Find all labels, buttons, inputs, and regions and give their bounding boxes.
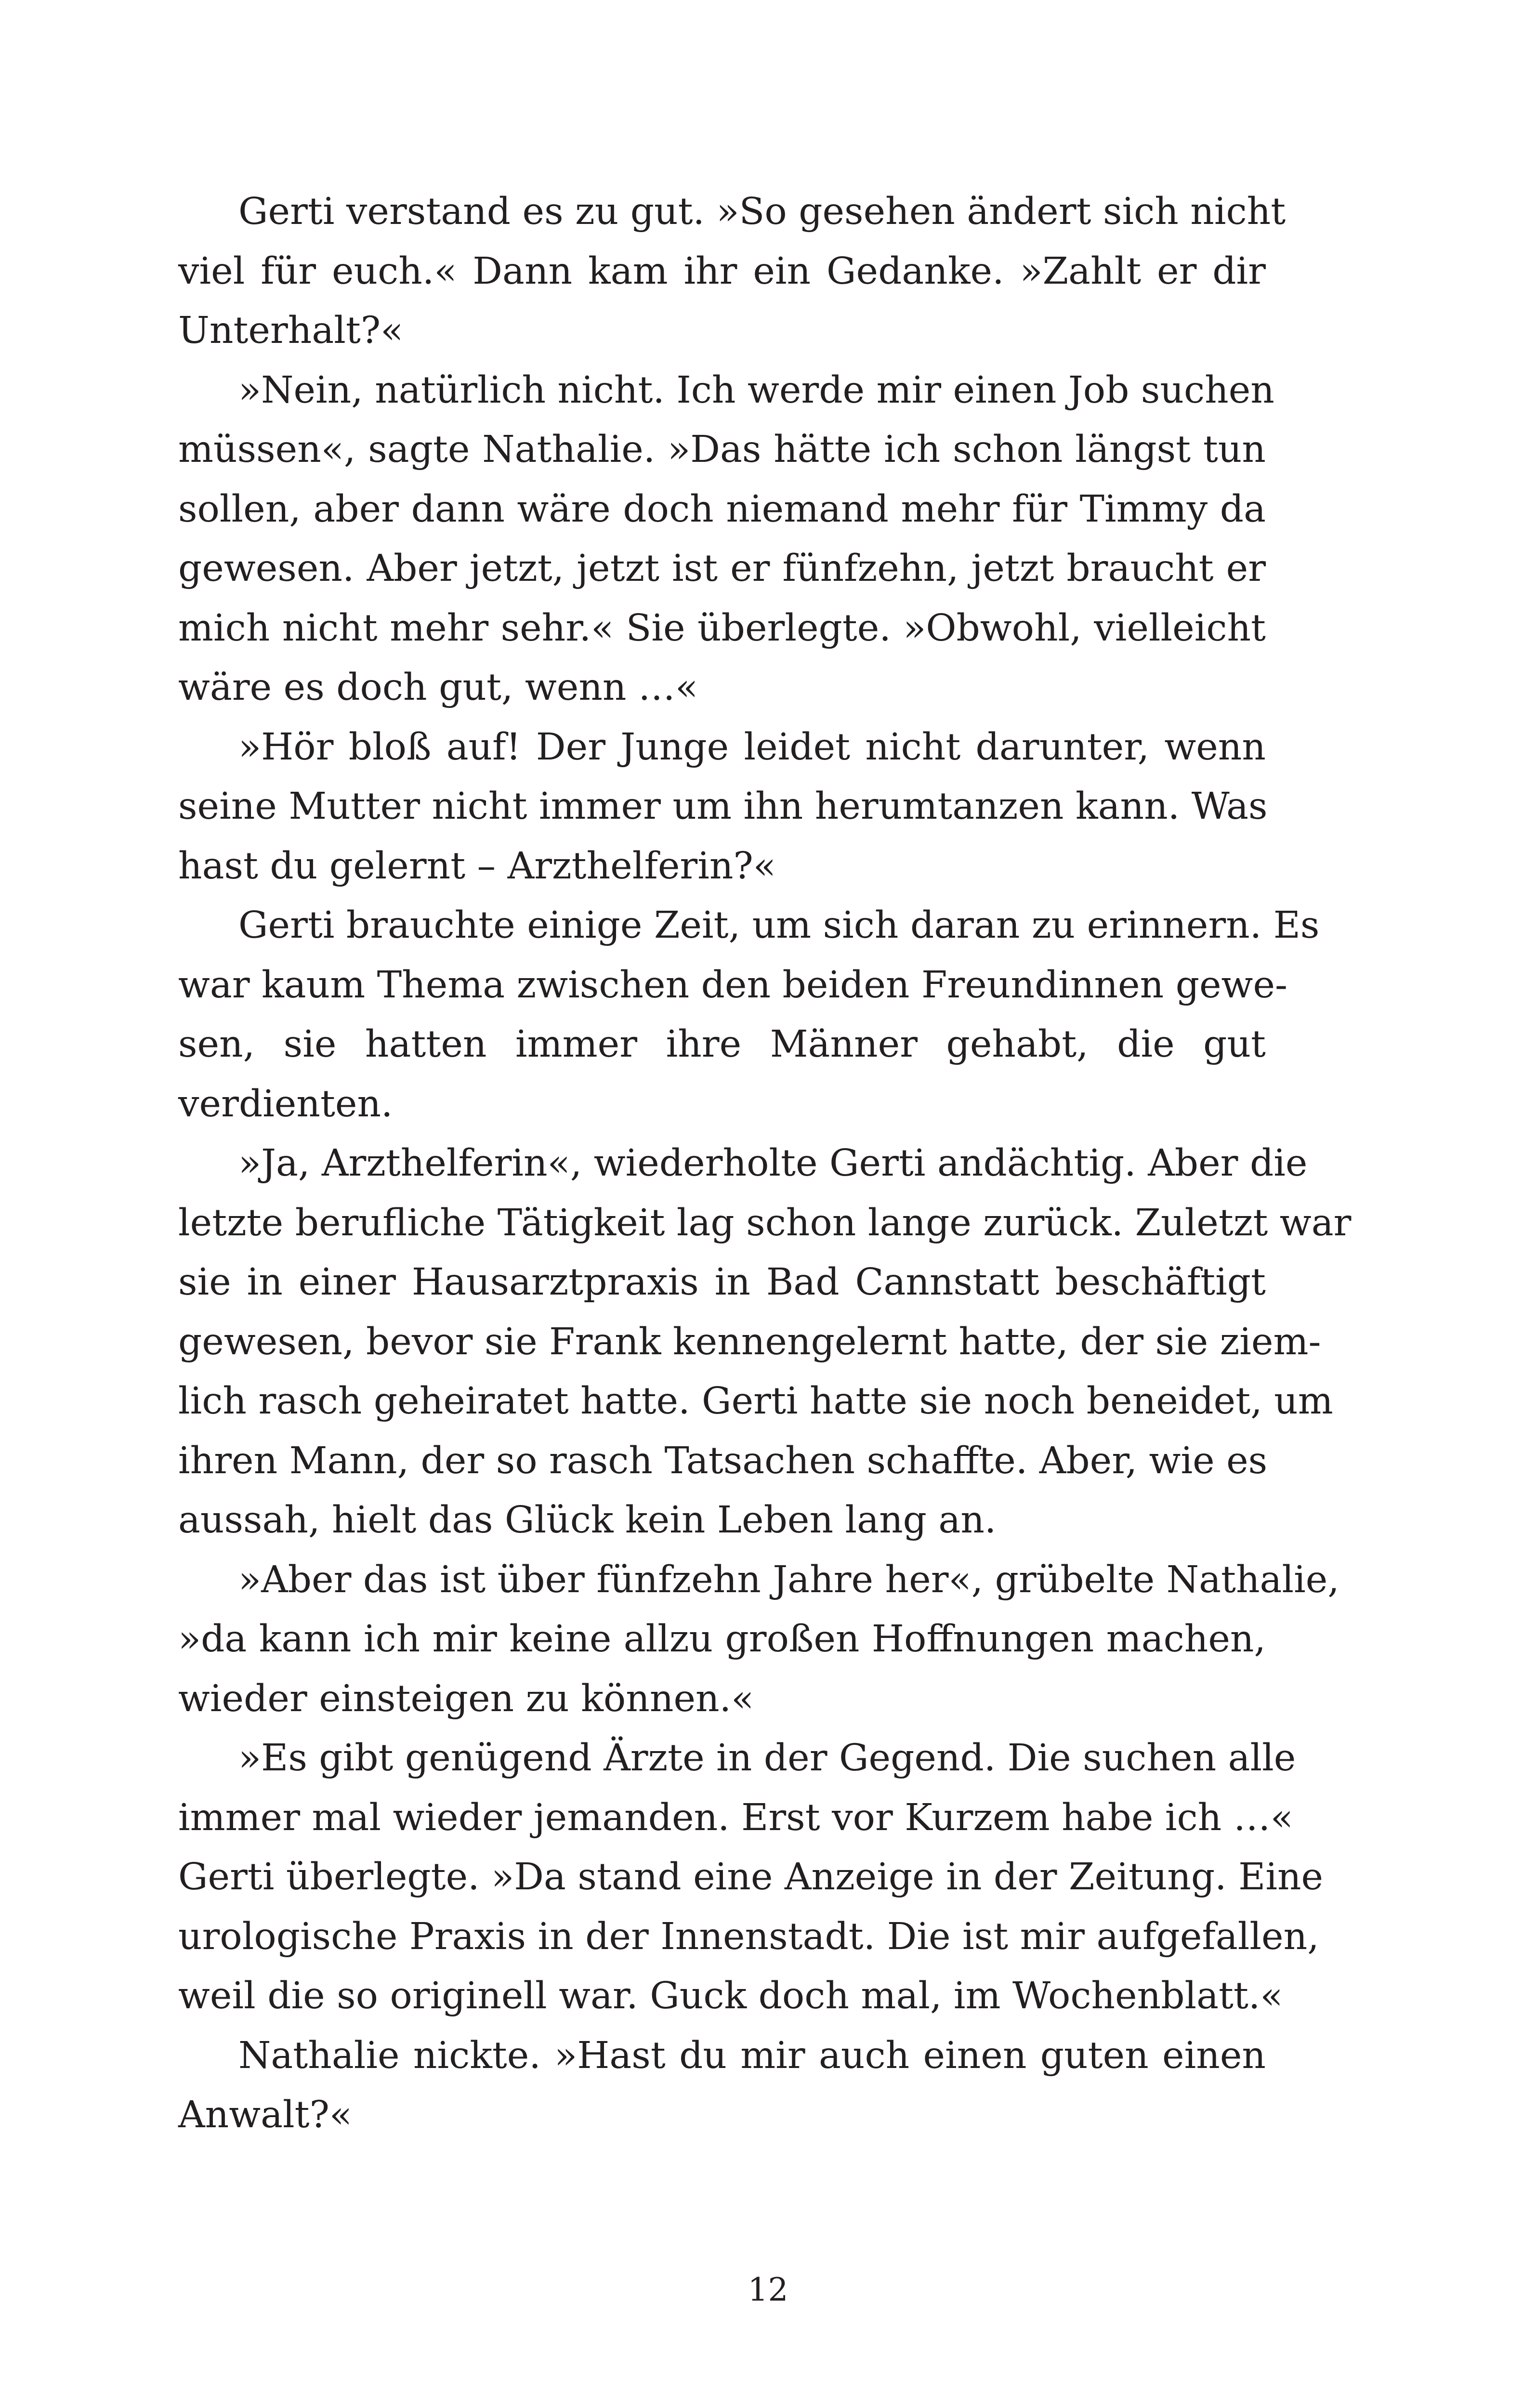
text-line: weil die so originell war. Guck doch mal, im Wochenblatt.« xyxy=(178,1975,1283,2017)
text-line: verdienten. xyxy=(178,1082,393,1125)
text-line: »Nein, natürlich nicht. Ich werde mir einen Job suchen xyxy=(238,368,1274,412)
paragraph xyxy=(178,1134,1352,1550)
text-line: Gerti brauchte einige Zeit, um sich daran zu erinnern. Es xyxy=(238,904,1320,947)
text-line: Nathalie nickte. »Hast du mir auch einen guten einen xyxy=(238,2034,1266,2077)
text-line: ihren Mann, der so rasch Tatsachen schaffte. Aber, wie es xyxy=(178,1439,1268,1482)
paragraph xyxy=(178,182,1286,361)
text-line: sollen, aber dann wäre doch niemand mehr für Timmy da xyxy=(178,487,1266,531)
page-number: 12 xyxy=(748,2271,788,2308)
text-line: sie in einer Hausarztpraxis in Bad Cannstatt beschäftigt xyxy=(178,1261,1266,1304)
text-line: urologische Praxis in der Innenstadt. Die ist mir aufgefallen, xyxy=(178,1915,1319,1958)
text-line: »Aber das ist über fünfzehn Jahre her«, grübelte Nathalie, xyxy=(238,1558,1339,1601)
text-line: lich rasch geheiratet hatte. Gerti hatte sie noch beneidet, um xyxy=(178,1380,1333,1423)
text-line: Anwalt?« xyxy=(178,2094,352,2136)
text-line: mich nicht mehr sehr.« Sie überlegte. »Obwohl, vielleicht xyxy=(178,606,1266,650)
body-text xyxy=(178,182,1352,2145)
text-line: gewesen, bevor sie Frank kennengelernt hatte, der sie ziem- xyxy=(178,1320,1321,1363)
text-line: war kaum Thema zwischen den beiden Freundinnen gewe- xyxy=(178,963,1288,1007)
text-line: Gerti verstand es zu gut. »So gesehen ändert sich nicht xyxy=(238,190,1286,233)
text-line: sen, sie hatten immer ihre Männer gehabt, die gut xyxy=(178,1023,1266,1066)
text-line: letzte berufliche Tätigkeit lag schon lange zurück. Zuletzt war xyxy=(178,1201,1352,1244)
text-line: »da kann ich mir keine allzu großen Hoffnungen machen, xyxy=(178,1618,1266,1661)
text-line: wäre es doch gut, wenn …« xyxy=(178,666,698,709)
paragraph xyxy=(178,2026,1266,2145)
paragraph xyxy=(178,718,1266,896)
text-line: »Ja, Arzthelferin«, wiederholte Gerti andächtig. Aber die xyxy=(238,1142,1308,1185)
paragraph xyxy=(178,896,1320,1134)
text-line: müssen«, sagte Nathalie. »Das hätte ich schon längst tun xyxy=(178,428,1266,471)
text-line: Gerti überlegte. »Da stand eine Anzeige in der Zeitung. Eine xyxy=(178,1856,1324,1898)
text-line: hast du gelernt – Arzthelferin?« xyxy=(178,844,776,888)
paragraph xyxy=(178,361,1274,718)
text-line: gewesen. Aber jetzt, jetzt ist er fünfzehn, jetzt braucht er xyxy=(178,547,1266,590)
text-line: seine Mutter nicht immer um ihn herumtanzen kann. Was xyxy=(178,785,1268,828)
text-line: aussah, hielt das Glück kein Leben lang an. xyxy=(178,1499,997,1542)
text-line: »Es gibt genügend Ärzte in der Gegend. Die suchen alle xyxy=(238,1737,1296,1780)
paragraph xyxy=(178,1728,1324,2026)
text-line: Unterhalt?« xyxy=(178,309,404,352)
text-line: wieder einsteigen zu können.« xyxy=(178,1677,754,1720)
text-line: viel für euch.« Dann kam ihr ein Gedanke. »Zahlt er dir xyxy=(178,249,1266,293)
paragraph xyxy=(178,1550,1339,1729)
text-line: »Hör bloß auf! Der Junge leidet nicht darunter, wenn xyxy=(238,725,1266,769)
text-line: immer mal wieder jemanden. Erst vor Kurzem habe ich …« xyxy=(178,1796,1293,1839)
